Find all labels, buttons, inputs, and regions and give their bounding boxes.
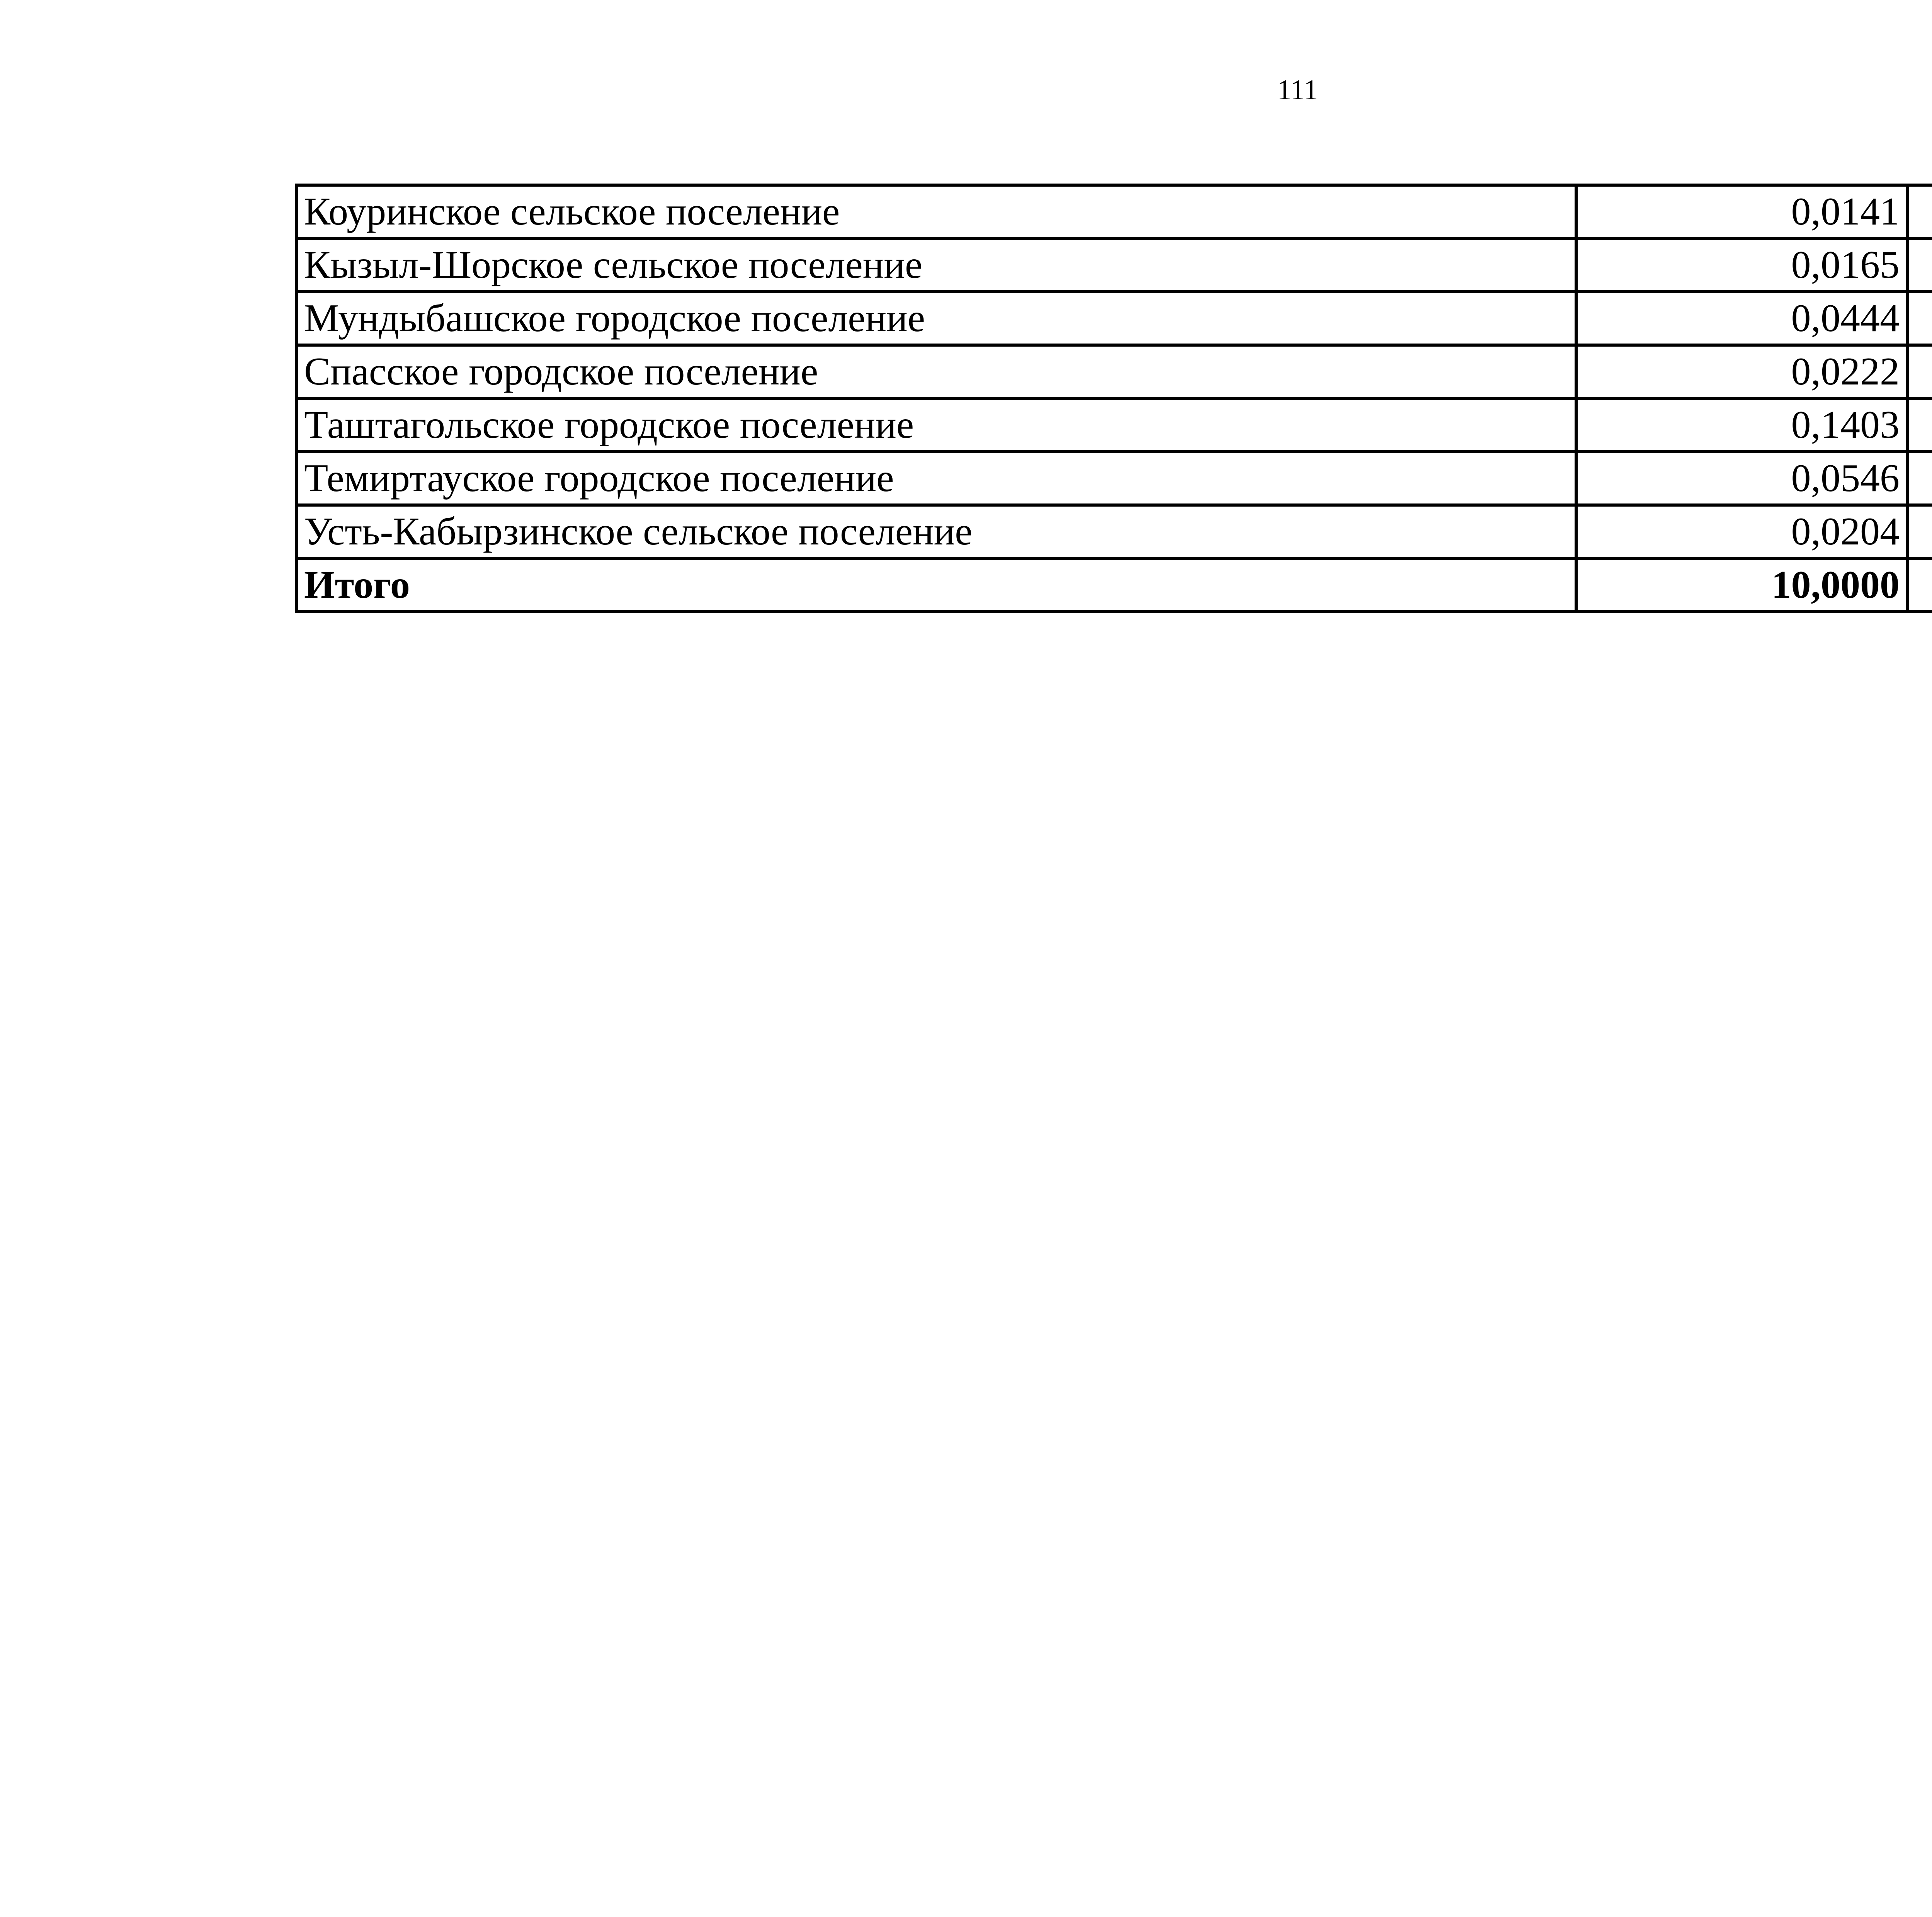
- table-row: [296, 238, 1932, 292]
- value-cell: [1907, 398, 1932, 452]
- allocation-table: [295, 184, 1932, 613]
- value-cell: [1907, 345, 1932, 398]
- settlement-name: Кызыл-Шорское сельское поселение: [296, 238, 1576, 292]
- table-row: [296, 452, 1932, 505]
- table-row: [296, 345, 1932, 398]
- table-row: [296, 292, 1932, 345]
- settlement-name: Темиртауское городское поселение: [296, 452, 1576, 505]
- value-cell: 0,0222: [1576, 345, 1907, 398]
- table-row: [296, 505, 1932, 558]
- value-cell: 0,0444: [1576, 292, 1907, 345]
- total-label: Итого: [296, 558, 1576, 612]
- settlement-name: Коуринское сельское поселение: [296, 185, 1576, 238]
- settlement-name: Таштагольское городское поселение: [296, 398, 1576, 452]
- total-value: 10,0000: [1576, 558, 1907, 612]
- value-cell: 0,0204: [1576, 505, 1907, 558]
- value-cell: [1907, 292, 1932, 345]
- table-row: [296, 185, 1932, 238]
- value-cell: [1907, 185, 1932, 238]
- value-cell: 0,1403: [1576, 398, 1907, 452]
- total-row: [296, 558, 1932, 612]
- settlement-name: Спасское городское поселение: [296, 345, 1576, 398]
- table-row: [296, 398, 1932, 452]
- settlement-name: Мундыбашское городское поселение: [296, 292, 1576, 345]
- value-cell: 0,0165: [1576, 238, 1907, 292]
- value-cell: 0,0141: [1576, 185, 1907, 238]
- value-cell: [1907, 505, 1932, 558]
- settlement-name: Усть-Кабырзинское сельское поселение: [296, 505, 1576, 558]
- value-cell: [1907, 238, 1932, 292]
- value-cell: [1907, 452, 1932, 505]
- page-number: 111: [1277, 74, 1318, 106]
- value-cell: 0,0546: [1576, 452, 1907, 505]
- total-value: [1907, 558, 1932, 612]
